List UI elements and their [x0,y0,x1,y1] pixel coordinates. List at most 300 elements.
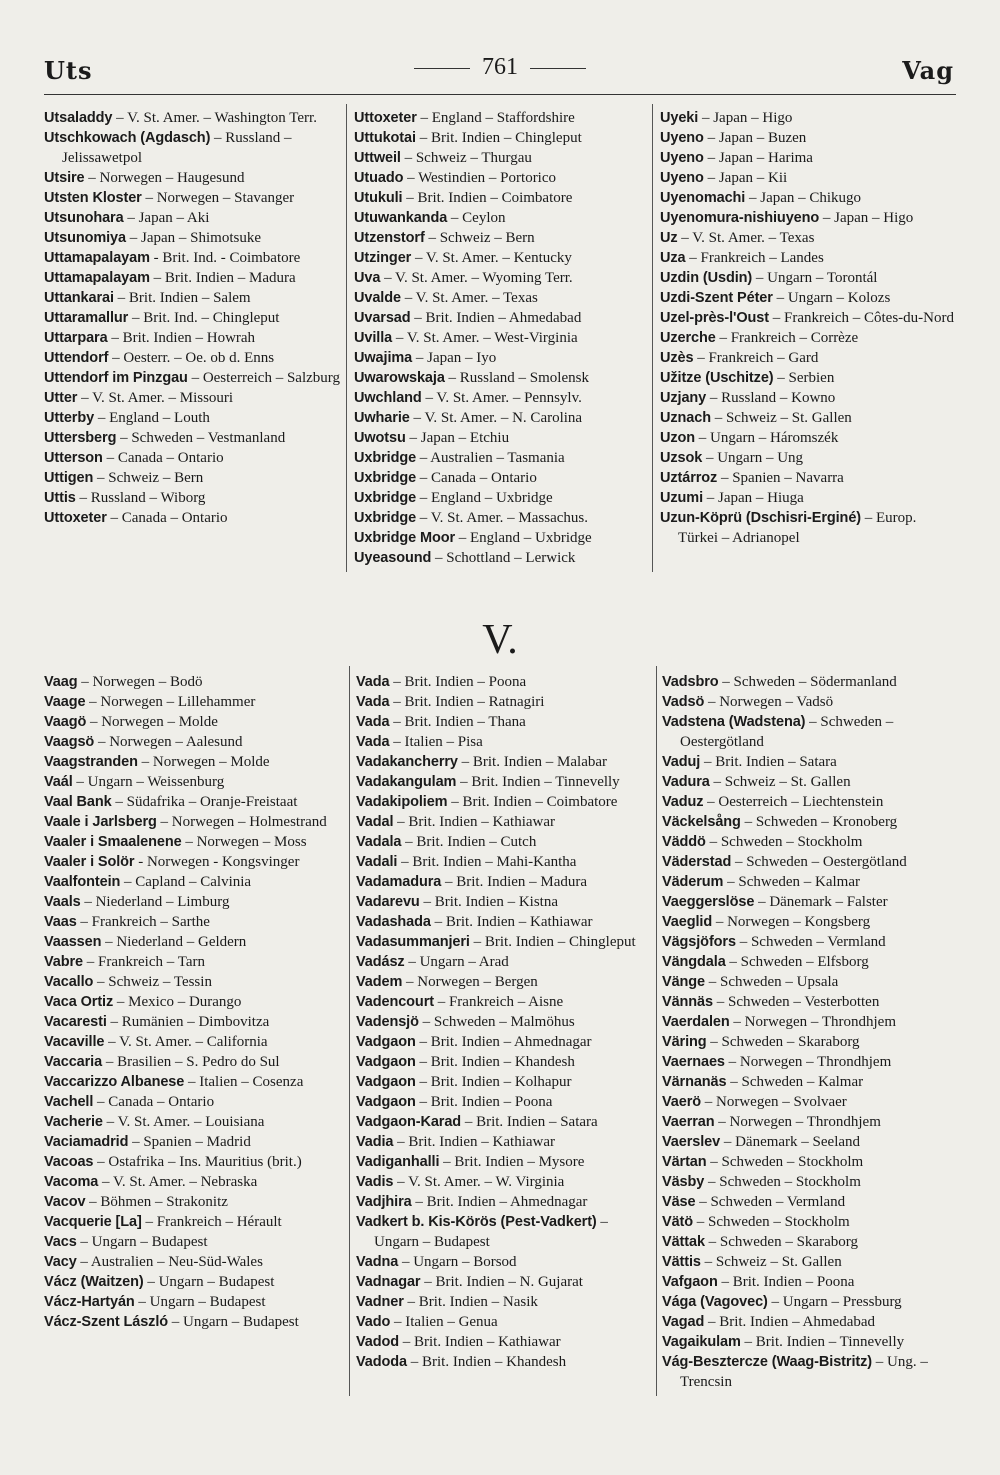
gazetteer-entry [354,388,646,408]
gazetteer-entry [354,228,646,248]
entry-location: – Brit. Indien – Ahmedabad [704,1314,876,1330]
entry-headword: Uyenomachi [660,190,746,206]
gazetteer-entry [354,168,646,188]
entry-headword: Vachell [44,1094,94,1110]
entry-headword: Uttamapalayam [44,250,150,266]
entry-headword: Vacaresti [44,1014,107,1030]
gazetteer-entry [44,368,340,388]
gazetteer-entry [660,328,958,348]
entry-headword: Uyenomura-nishiuyeno [660,210,820,226]
gazetteer-entry [44,448,340,468]
gazetteer-entry [662,1212,962,1232]
gazetteer-entry [44,912,348,932]
gazetteer-entry [662,1052,962,1072]
gazetteer-entry [662,1352,962,1392]
entry-location: – Canada – Ontario [416,470,537,486]
gazetteer-entry [44,1192,348,1212]
gazetteer-entry [44,832,348,852]
gazetteer-entry [356,1312,654,1332]
entry-headword: Uzerche [660,330,716,346]
entry-location: – Canada – Ontario [106,510,228,526]
gazetteer-entry [44,872,348,892]
entry-headword: Vadashada [356,914,431,930]
entry-headword: Uzumi [660,490,704,506]
page-number-text: 761 [482,54,518,80]
entry-headword: Vadkert b. Kis-Körös (Pest-Vadkert) [356,1214,597,1230]
entry-location: – Brit. Indien – Mysore [439,1154,585,1170]
gazetteer-entry [356,932,654,952]
entry-location: – Norwegen – Bergen [402,974,538,990]
gazetteer-entry [356,992,654,1012]
gazetteer-entry [660,188,958,208]
entry-headword: Vada [356,734,390,750]
entry-headword: Uxbridge Moor [354,530,456,546]
gazetteer-entry [44,972,348,992]
entry-location: – Japan – Higo [819,210,914,226]
gazetteer-entry [44,388,340,408]
entry-headword: Vännäs [662,994,713,1010]
entry-location: – Rumänien – Dimbovitza [106,1014,270,1030]
entry-location: – Norwegen – Molde [86,714,218,730]
entry-headword: Vadna [356,1254,399,1270]
entry-headword: Vadgaon [356,1094,416,1110]
gazetteer-entry [662,752,962,772]
gazetteer-entry [44,692,348,712]
entry-headword: Utterby [44,410,95,426]
gazetteer-entry [662,1092,962,1112]
entry-headword: Vadal [356,814,394,830]
gazetteer-entry [356,1052,654,1072]
entry-headword: Utzinger [354,250,412,266]
entry-location: – Japan – Chikugo [745,190,862,206]
entry-headword: Vadiganhalli [356,1154,440,1170]
entry-location: – Norwegen – Lillehammer [85,694,256,710]
entry-location: – Brit. Indien – Poona [389,674,527,690]
entry-headword: Vadgaon [356,1034,416,1050]
entry-headword: Vadakipoliem [356,794,448,810]
gazetteer-entry [44,952,348,972]
entry-headword: Vaage [44,694,86,710]
gazetteer-entry [354,148,646,168]
entry-headword: Vaale i Jarlsberg [44,814,157,830]
gazetteer-entry [44,1112,348,1132]
gazetteer-entry [44,932,348,952]
entry-location: – Spanien – Madrid [128,1134,251,1150]
entry-headword: Vaaler i Solör [44,854,135,870]
entry-location: – Brit. Indien – Coimbatore [402,190,573,206]
entry-location: - Brit. Ind. - Coimbatore [149,250,301,266]
entry-location: – V. St. Amer. – West-Virginia [392,330,578,346]
gazetteer-entry [44,892,348,912]
bottom-column-2 [356,672,654,1372]
entry-location: – Frankreich – Hérault [141,1214,282,1230]
gazetteer-entry [354,208,646,228]
bottom-column-3 [662,672,962,1392]
gazetteer-entry [44,772,348,792]
gazetteer-entry [354,508,646,528]
gazetteer-entry [660,128,958,148]
entry-headword: Uznach [660,410,711,426]
entry-headword: Uxbridge [354,490,417,506]
entry-headword: Vaernaes [662,1054,725,1070]
gazetteer-entry [354,248,646,268]
entry-location: – Frankreich – Sarthe [76,914,210,930]
entry-headword: Utuado [354,170,404,186]
gazetteer-entry [356,732,654,752]
entry-headword: Vaerö [662,1094,701,1110]
entry-headword: Vadali [356,854,398,870]
entry-headword: Vácz (Waitzen) [44,1274,144,1290]
entry-location: – Norwegen – Throndhjem [714,1114,881,1130]
gazetteer-entry [44,268,340,288]
gazetteer-entry [662,1252,962,1272]
entry-location: – Russland – Kowno [706,390,836,406]
entry-location: – Japan – Kii [703,170,788,186]
gazetteer-entry [356,832,654,852]
entry-location: – Brit. Indien – N. Gujarat [420,1274,583,1290]
entry-headword: Utsunomiya [44,230,126,246]
entry-location: – Schweiz – Bern [424,230,535,246]
entry-location: – Japan – Shimotsuke [126,230,261,246]
entry-headword: Vaciamadrid [44,1134,129,1150]
entry-location: – Brit. Indien – Satara [461,1114,598,1130]
entry-location: – Ceylon [447,210,506,226]
gazetteer-entry [356,792,654,812]
entry-headword: Vacoas [44,1154,94,1170]
entry-headword: Uzel-près-l'Oust [660,310,770,326]
entry-location: – Ostafrika – Ins. Mauritius (brit.) [93,1154,302,1170]
gazetteer-entry [354,408,646,428]
gazetteer-entry [356,852,654,872]
entry-location: – V. St. Amer. – Texas [400,290,538,306]
entry-location: – Australien – Tasmania [416,450,565,466]
entry-headword: Vaagstranden [44,754,138,770]
gazetteer-entry [662,1272,962,1292]
entry-headword: Vadner [356,1294,404,1310]
gazetteer-entry [660,348,958,368]
entry-location: – Italien – Pisa [389,734,483,750]
gazetteer-entry [356,952,654,972]
gazetteer-entry [662,932,962,952]
entry-location: – Norwegen – Molde [137,754,270,770]
entry-headword: Vadsö [662,694,705,710]
entry-headword: Uttamapalayam [44,270,150,286]
entry-location: – Schweden – Vermland [695,1194,846,1210]
entry-location: – Südafrika – Oranje-Freistaat [111,794,298,810]
gazetteer-entry [660,108,958,128]
entry-location: – Ungarn – Budapest [143,1274,275,1290]
page-header [0,50,1000,90]
entry-location: – Schweden – Kalmar [726,1074,864,1090]
gazetteer-entry [662,792,962,812]
entry-location: – Brit. Indien – Tinnevelly [740,1334,905,1350]
entry-headword: Vaeggerslöse [662,894,755,910]
entry-headword: Väsby [662,1174,705,1190]
gazetteer-entry [662,972,962,992]
gazetteer-entry [662,1172,962,1192]
entry-location: – Japan – Etchiu [405,430,510,446]
entry-headword: Vaerdalen [662,1014,730,1030]
entry-headword: Vadgaon [356,1074,416,1090]
gazetteer-entry [44,1252,348,1272]
entry-headword: Uyeno [660,150,704,166]
gazetteer-entry [356,812,654,832]
entry-headword: Vacaville [44,1034,105,1050]
entry-location: – Ungarn – Kolozs [772,290,891,306]
entry-location: – Ungarn – Ung [702,450,804,466]
entry-headword: Väckelsång [662,814,741,830]
gazetteer-entry [662,832,962,852]
entry-location: – Japan – Iyo [412,350,497,366]
entry-headword: Vadencourt [356,994,434,1010]
entry-headword: Utukuli [354,190,403,206]
entry-location: – Norwegen – Svolvaer [701,1094,847,1110]
gazetteer-entry [44,128,340,168]
gazetteer-entry [660,448,958,468]
gazetteer-entry [662,992,962,1012]
entry-headword: Väring [662,1034,707,1050]
entry-headword: Vaca Ortiz [44,994,114,1010]
entry-location: – Schweden – Oestergötland [731,854,907,870]
gazetteer-entry [354,368,646,388]
gazetteer-entry [44,188,340,208]
entry-location: – Böhmen – Strakonitz [85,1194,228,1210]
entry-location: – Brasilien – S. Pedro do Sul [102,1054,280,1070]
gazetteer-entry [44,752,348,772]
entry-location: - Norwegen - Kongsvinger [134,854,300,870]
entry-location: – Serbien [773,370,835,386]
entry-location: – Brit. Indien – Kathiawar [399,1334,561,1350]
gazetteer-entry [356,892,654,912]
gazetteer-entry [44,1092,348,1112]
gazetteer-entry [356,672,654,692]
entry-location: – Frankreich – Aisne [433,994,564,1010]
entry-headword: Vadakangulam [356,774,457,790]
entry-headword: Uxbridge [354,450,417,466]
entry-location: – Schweden – Stockholm [693,1214,850,1230]
entry-headword: Uzdi-Szent Péter [660,290,773,306]
gazetteer-entry [44,812,348,832]
entry-headword: Vängdala [662,954,726,970]
entry-location: – Canada – Ontario [102,450,224,466]
entry-location: – Japan – Hiuga [703,490,804,506]
entry-location: – Ungarn – Budapest [76,1234,208,1250]
gazetteer-entry [356,772,654,792]
gazetteer-entry [662,1012,962,1032]
entry-headword: Väddö [662,834,706,850]
entry-location: – Ungarn – Budapest [134,1294,266,1310]
entry-location: – V. St. Amer. – Washington Terr. [112,110,317,126]
entry-location: – Schweden – Vestmanland [116,430,286,446]
entry-location: – Brit. Indien – Nasik [403,1294,538,1310]
column-divider [349,666,350,1396]
bottom-column-1 [44,672,348,1332]
gazetteer-entry [44,1292,348,1312]
entry-location: – Brit. Indien – Ahmedabad [410,310,582,326]
entry-location: – V. St. Amer. – Wyoming Terr. [380,270,573,286]
entry-location: – Brit. Indien – Poona [415,1094,553,1110]
gazetteer-entry [44,248,340,268]
gazetteer-entry [356,692,654,712]
entry-headword: Uwharie [354,410,410,426]
gazetteer-entry [354,308,646,328]
entry-headword: Uwotsu [354,430,406,446]
gazetteer-entry [44,168,340,188]
entry-location: – Schottland – Lerwick [431,550,576,566]
entry-headword: Vacoma [44,1174,99,1190]
entry-location: – Schweden – Vesterbotten [712,994,880,1010]
gazetteer-entry [356,752,654,772]
top-column-2 [354,108,646,568]
entry-location: – Norwegen – Vadsö [704,694,834,710]
entry-headword: Uzjany [660,390,707,406]
entry-location: – Schweden – Elfsborg [725,954,869,970]
entry-location: – Schweden – Skaraborg [704,1234,858,1250]
entry-location: – Frankreich – Côtes-du-Nord [769,310,954,326]
gazetteer-entry [44,712,348,732]
entry-headword: Vado [356,1314,391,1330]
gazetteer-entry [662,812,962,832]
entry-location: – Brit. Indien – Kistna [419,894,559,910]
gazetteer-entry [356,1212,654,1252]
entry-headword: Vadem [356,974,403,990]
entry-headword: Uyeasound [354,550,432,566]
entry-location: – Norwegen – Throndhjem [724,1054,892,1070]
entry-location: – Niederland – Geldern [101,934,247,950]
entry-location: – Italien – Cosenza [184,1074,304,1090]
entry-headword: Väderum [662,874,724,890]
gazetteer-entry [660,388,958,408]
entry-location: – V. St. Amer. – Texas [677,230,815,246]
gazetteer-entry [662,852,962,872]
entry-location: – Norwegen – Holmestrand [156,814,327,830]
entry-location: – Schweden – Stockholm [706,1154,864,1170]
entry-headword: Uttoxeter [354,110,417,126]
entry-headword: Vacs [44,1234,77,1250]
entry-location: – Schweden – Skaraborg [706,1034,860,1050]
entry-headword: Vaduz [662,794,704,810]
entry-location: – Russland – Wiborg [75,490,206,506]
entry-location: – Brit. Indien – Kolhapur [415,1074,572,1090]
entry-headword: Uttankarai [44,290,114,306]
gazetteer-entry [660,368,958,388]
entry-headword: Vadgaon [356,1054,416,1070]
entry-location: – V. St. Amer. – Kentucky [411,250,572,266]
entry-location: – Europ. Türkei – Adrianopel [678,510,917,546]
entry-location: – Ungarn – Arad [404,954,509,970]
entry-headword: Vänge [662,974,706,990]
gazetteer-entry [662,1232,962,1252]
entry-location: – Schweden – Södermanland [718,674,897,690]
gazetteer-entry [44,1052,348,1072]
entry-location: – England – Louth [94,410,210,426]
gazetteer-entry [354,488,646,508]
entry-headword: Vaag [44,674,78,690]
gazetteer-entry [356,1092,654,1112]
entry-location: – Schweiz – St. Gallen [709,774,851,790]
top-column-1 [44,108,340,528]
entry-location: – Schweden – Oestergötland [680,714,894,750]
entry-location: – Schweden – Upsala [705,974,839,990]
entry-headword: Utterson [44,450,103,466]
entry-location: – Schweden – Stockholm [704,1174,861,1190]
entry-location: – Norwegen – Throndhjem [729,1014,896,1030]
entry-headword: Vadala [356,834,402,850]
entry-headword: Vacquerie [La] [44,1214,142,1230]
gazetteer-entry [354,128,646,148]
entry-location: – Japan – Harima [703,150,813,166]
entry-headword: Vadamadura [356,874,442,890]
entry-headword: Vagaikulam [662,1334,741,1350]
gazetteer-entry [356,1292,654,1312]
entry-headword: Vättis [662,1254,701,1270]
entry-headword: Vadis [356,1174,394,1190]
entry-location: – V. St. Amer. – California [104,1034,268,1050]
gazetteer-entry [44,468,340,488]
entry-location: – Brit. Indien – Chingleput [469,934,636,950]
entry-headword: Utsten Kloster [44,190,142,206]
entry-location: – Brit. Indien – Salem [113,290,251,306]
entry-location: – Westindien – Portorico [403,170,557,186]
entry-location: – Ungarn – Pressburg [767,1294,902,1310]
entry-location: – Frankreich – Landes [685,250,824,266]
gazetteer-entry [660,508,958,548]
entry-headword: Uvarsad [354,310,411,326]
gazetteer-entry [660,208,958,228]
entry-headword: Vaalfontein [44,874,121,890]
gazetteer-entry [44,1152,348,1172]
entry-location: – Capland – Calvinia [120,874,252,890]
entry-headword: Värtan [662,1154,707,1170]
entry-headword: Utzenstorf [354,230,425,246]
gazetteer-entry [354,468,646,488]
gazetteer-entry [356,1012,654,1032]
entry-location: – Brit. Ind. – Chingleput [128,310,280,326]
entry-headword: Vaerslev [662,1134,721,1150]
gazetteer-entry [44,508,340,528]
entry-headword: Utuwankanda [354,210,448,226]
entry-location: – Schweiz – St. Gallen [700,1254,842,1270]
gazetteer-entry [354,268,646,288]
gazetteer-entry [354,448,646,468]
entry-headword: Uttweil [354,150,401,166]
gazetteer-entry [44,852,348,872]
gazetteer-entry [354,288,646,308]
gazetteer-entry [662,1292,962,1312]
entry-location: – Ungarn – Háromszék [695,430,839,446]
gazetteer-entry [662,1192,962,1212]
entry-location: – Dänemark – Seeland [720,1134,861,1150]
entry-headword: Uwchland [354,390,422,406]
entry-headword: Uvilla [354,330,393,346]
gazetteer-entry [44,1212,348,1232]
entry-headword: Vaal Bank [44,794,112,810]
entry-headword: Uz [660,230,678,246]
entry-location: – V. St. Amer. – Pennsylv. [421,390,582,406]
entry-location: – V. St. Amer. – Nebraska [98,1174,258,1190]
entry-headword: Vadakancherry [356,754,458,770]
entry-headword: Vacy [44,1254,77,1270]
entry-headword: Vaerran [662,1114,715,1130]
entry-location: – Australien – Neu-Süd-Wales [76,1254,263,1270]
entry-headword: Uttendorf [44,350,109,366]
gazetteer-entry [660,168,958,188]
gazetteer-entry [662,892,962,912]
entry-location: – Russland – Jelissawetpol [62,130,292,166]
entry-headword: Vadsbro [662,674,719,690]
entry-headword: Vadura [662,774,710,790]
gazetteer-entry [44,672,348,692]
